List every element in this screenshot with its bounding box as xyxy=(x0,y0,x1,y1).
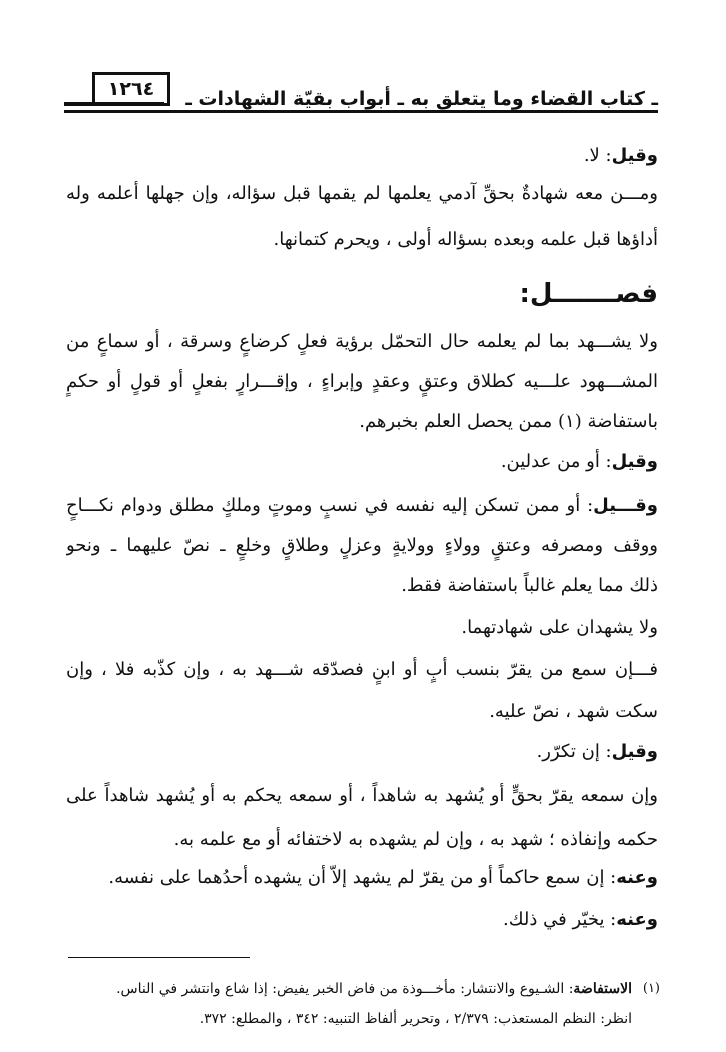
line-text: : إن تكرّر. xyxy=(536,741,612,762)
line-text: : يخيّر في ذلك. xyxy=(503,909,617,930)
section-heading: فصـــــــل: xyxy=(519,279,658,309)
text-line xyxy=(66,490,658,522)
text-line: ذلك مما يعلم غالباً باستفاضة فقط. xyxy=(401,575,658,596)
text-line xyxy=(66,140,658,172)
text-line xyxy=(66,446,658,478)
page-header xyxy=(64,70,658,114)
text-line: ولا يشهدان على شهادتهما. xyxy=(461,617,658,638)
header-rule xyxy=(64,110,658,113)
text-line: المشـــهود علـــيه كطلاق وعتقٍ وعقدٍ وإبراءٍ ، وإقـــرارٍ بفعلٍ أو قولٍ أو حكمٍ xyxy=(66,371,658,392)
footnote-text: انظر: النظم المستعذب: ٢/٣٧٩ ، وتحرير ألفاظ التنبيه: ٣٤٢ ، والمطلع: ٣٧٢. xyxy=(199,1011,632,1027)
footnote-mark: (١) xyxy=(642,981,660,996)
footnote-body xyxy=(116,981,632,997)
line-text: : أو ممن تسكن إليه نفسه في نسبٍ وموتٍ وملكٍ مطلق ودوام نكـــاحٍ xyxy=(66,495,594,516)
lead-word: وقيل xyxy=(611,451,658,472)
text-line: وإن سمعه يقرّ بحقٍّ أو يُشهد به شاهداً ، أو سمعه يحكم به أو يُشهد شاهداً على xyxy=(66,785,658,806)
page-number: ١٢٦٤ xyxy=(92,72,170,106)
lead-word: وعنه xyxy=(616,867,658,888)
text-line: ومـــن معه شهادةٌ بحقِّ آدمي يعلمها لم يقمها قبل سؤاله، وإن جهلها أعلمه وله xyxy=(66,183,658,204)
lead-word: وقـــيل xyxy=(593,495,658,516)
footnote-rule xyxy=(68,957,250,958)
lead-word: وعنه xyxy=(616,909,658,930)
running-title: ـ كتاب القضاء وما يتعلق به ـ أبواب بقيّة الشهادات ـ xyxy=(185,88,658,110)
text-line xyxy=(66,736,658,768)
line-text: : أو من عدلين. xyxy=(500,451,612,472)
footnote-line xyxy=(60,1006,660,1032)
text-line: سكت شهد ، نصّ عليه. xyxy=(489,701,658,722)
text-line: ولا يشـــهد بما لم يعلمه حال التحمّل برؤية فعلٍ كرضاعٍ وسرقة ، أو سماعٍ من xyxy=(66,331,658,352)
text-line: باستفاضة (١) ممن يحصل العلم بخبرهم. xyxy=(359,411,658,432)
footnote-term: الاستفاضة xyxy=(573,981,632,997)
lead-word: وقيل xyxy=(611,741,658,762)
header-rule-left xyxy=(64,102,164,106)
text-line xyxy=(66,904,658,936)
text-line: حكمه وإنفاذه ؛ شهد به ، وإن لم يشهده به لاختفائه أو مع علمه به. xyxy=(173,829,658,850)
line-text: : لا. xyxy=(583,145,612,166)
footnote-text: : الشـيوع والانتشار: مأخـــوذة من فاض الخبر يفيض: إذا شاع وانتشر في الناس. xyxy=(116,981,574,997)
line-text: : إن سمع حاكماً أو من يقرّ لم يشهد إلاّ أن يشهده أحدُهما على نفسه. xyxy=(108,867,617,888)
text-line: أداؤها قبل علمه وبعده بسؤاله أولى ، ويحرم كتمانها. xyxy=(273,229,658,250)
text-line: فـــإن سمع من يقرّ بنسب أبٍ أو ابنٍ فصدّقه شـــهد به ، وإن كذّبه فلا ، وإن xyxy=(66,659,658,680)
footnote-line xyxy=(60,976,660,1002)
text-line xyxy=(66,862,658,894)
text-line: ووقف ومصرفه وعتقٍ وولاءٍ وولايةٍ وعزلٍ وطلاقٍ وخلعٍ ـ نصّ عليهما ـ ونحو xyxy=(66,535,658,556)
lead-word: وقيل xyxy=(611,145,658,166)
